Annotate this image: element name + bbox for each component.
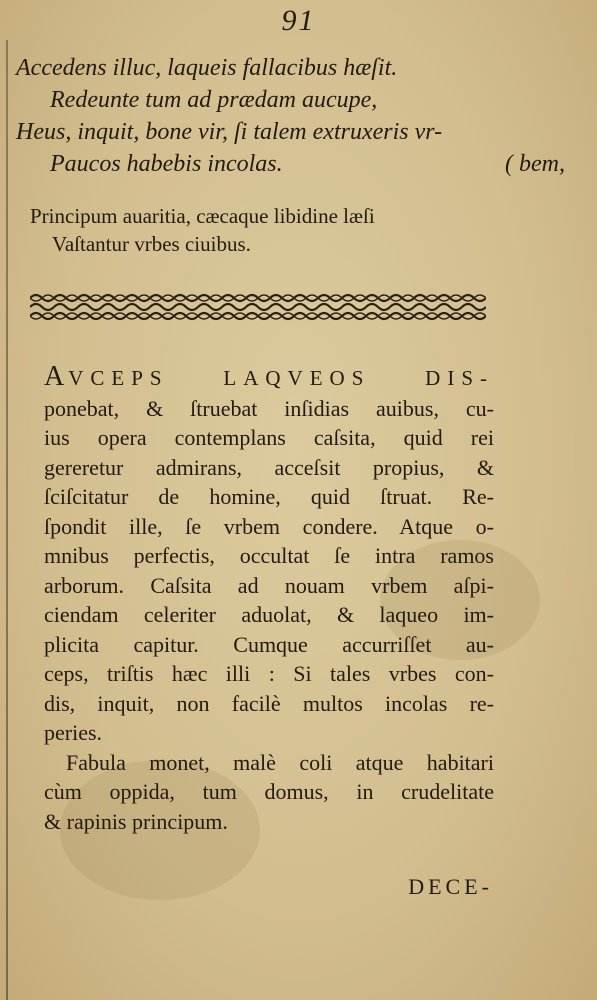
ornament-knot <box>390 295 414 319</box>
ornament-knot <box>150 295 174 319</box>
verse-line-text: Paucos habebis incolas. <box>50 151 283 177</box>
body-line: ſpondit ille, ſe vrbem condere. Atque o- <box>44 513 494 539</box>
ornament-knot <box>30 295 54 319</box>
moral-line: Principum auaritia, cæcaque libidine læſi <box>30 204 375 228</box>
page-gutter-edge <box>6 40 8 1000</box>
fable-text <box>44 362 494 836</box>
ornament-knot <box>366 295 390 319</box>
ornament-knot <box>198 295 222 319</box>
initial-letter: A <box>44 361 69 392</box>
ornament-knot <box>222 295 246 319</box>
body-line: ceps, triſtis hæc illi : Si tales vrbes con- <box>44 661 494 686</box>
body-line: ciendam celeriter aduolat, & laqueo im- <box>44 602 494 627</box>
body-line: plicita capitur. Cumque accurriſſet au- <box>44 631 494 657</box>
verse-line <box>16 148 591 180</box>
ornament-knot <box>438 295 462 319</box>
ornament-knot <box>462 295 486 319</box>
body-line: gereretur admirans, acceſsit propius, & <box>44 454 494 480</box>
fable-moral-paragraph <box>44 748 494 837</box>
ornament-knot <box>102 295 126 319</box>
verse-block <box>16 52 591 180</box>
body-lines <box>44 394 494 748</box>
ornament-knot <box>414 295 438 319</box>
body-line: mnibus perfectis, occultat ſe intra ramos <box>44 543 494 568</box>
ornament-knot <box>54 295 78 319</box>
typographic-ornament-band <box>30 292 486 322</box>
body-line: arborum. Caſsita ad nouam vrbem aſpi- <box>44 572 494 598</box>
ornament-knot <box>126 295 150 319</box>
ornament-knot <box>342 295 366 319</box>
page-number: 91 <box>281 4 316 37</box>
ornament-knot <box>318 295 342 319</box>
verse-line: Heus, inquit, bone vir, ſi talem extruxeris vr- <box>16 119 443 145</box>
body-line: ſciſcitatur de homine, quid ſtruat. Re- <box>44 484 494 509</box>
moral-paragraph-line: & rapinis principum. <box>44 808 228 834</box>
ornament-knot <box>246 295 270 319</box>
body-line: dis, inquit, non facilè multos incolas re- <box>44 690 494 716</box>
moral-paragraph-line: Fabula monet, malè coli atque habitari <box>66 749 494 775</box>
moral-line: Vaſtantur vrbes ciuibus. <box>52 232 251 256</box>
small-caps-opening: VCEPS LAQVEOS DIS- <box>68 366 494 390</box>
body-line-first <box>44 362 494 394</box>
verse-line: Accedens illuc, laqueis fallacibus hæſit. <box>16 55 398 81</box>
ornament-knot <box>270 295 294 319</box>
moral-paragraph-line: cùm oppida, tum domus, in crudelitate <box>44 779 494 804</box>
ornament-knot <box>174 295 198 319</box>
verse-line: Redeunte tum ad prædam aucupe, <box>50 87 378 113</box>
ornament-knot <box>294 295 318 319</box>
body-line: ponebat, & ſtruebat inſidias auibus, cu- <box>44 395 494 421</box>
moral-couplet <box>30 202 570 258</box>
body-line: peries. <box>44 720 103 745</box>
body-line: ius opera contemplans caſsita, quid rei <box>44 425 494 450</box>
ornament-knot <box>78 295 102 319</box>
verse-line-carryover: ( bem, <box>505 151 565 177</box>
catchword: DECE- <box>408 874 493 899</box>
